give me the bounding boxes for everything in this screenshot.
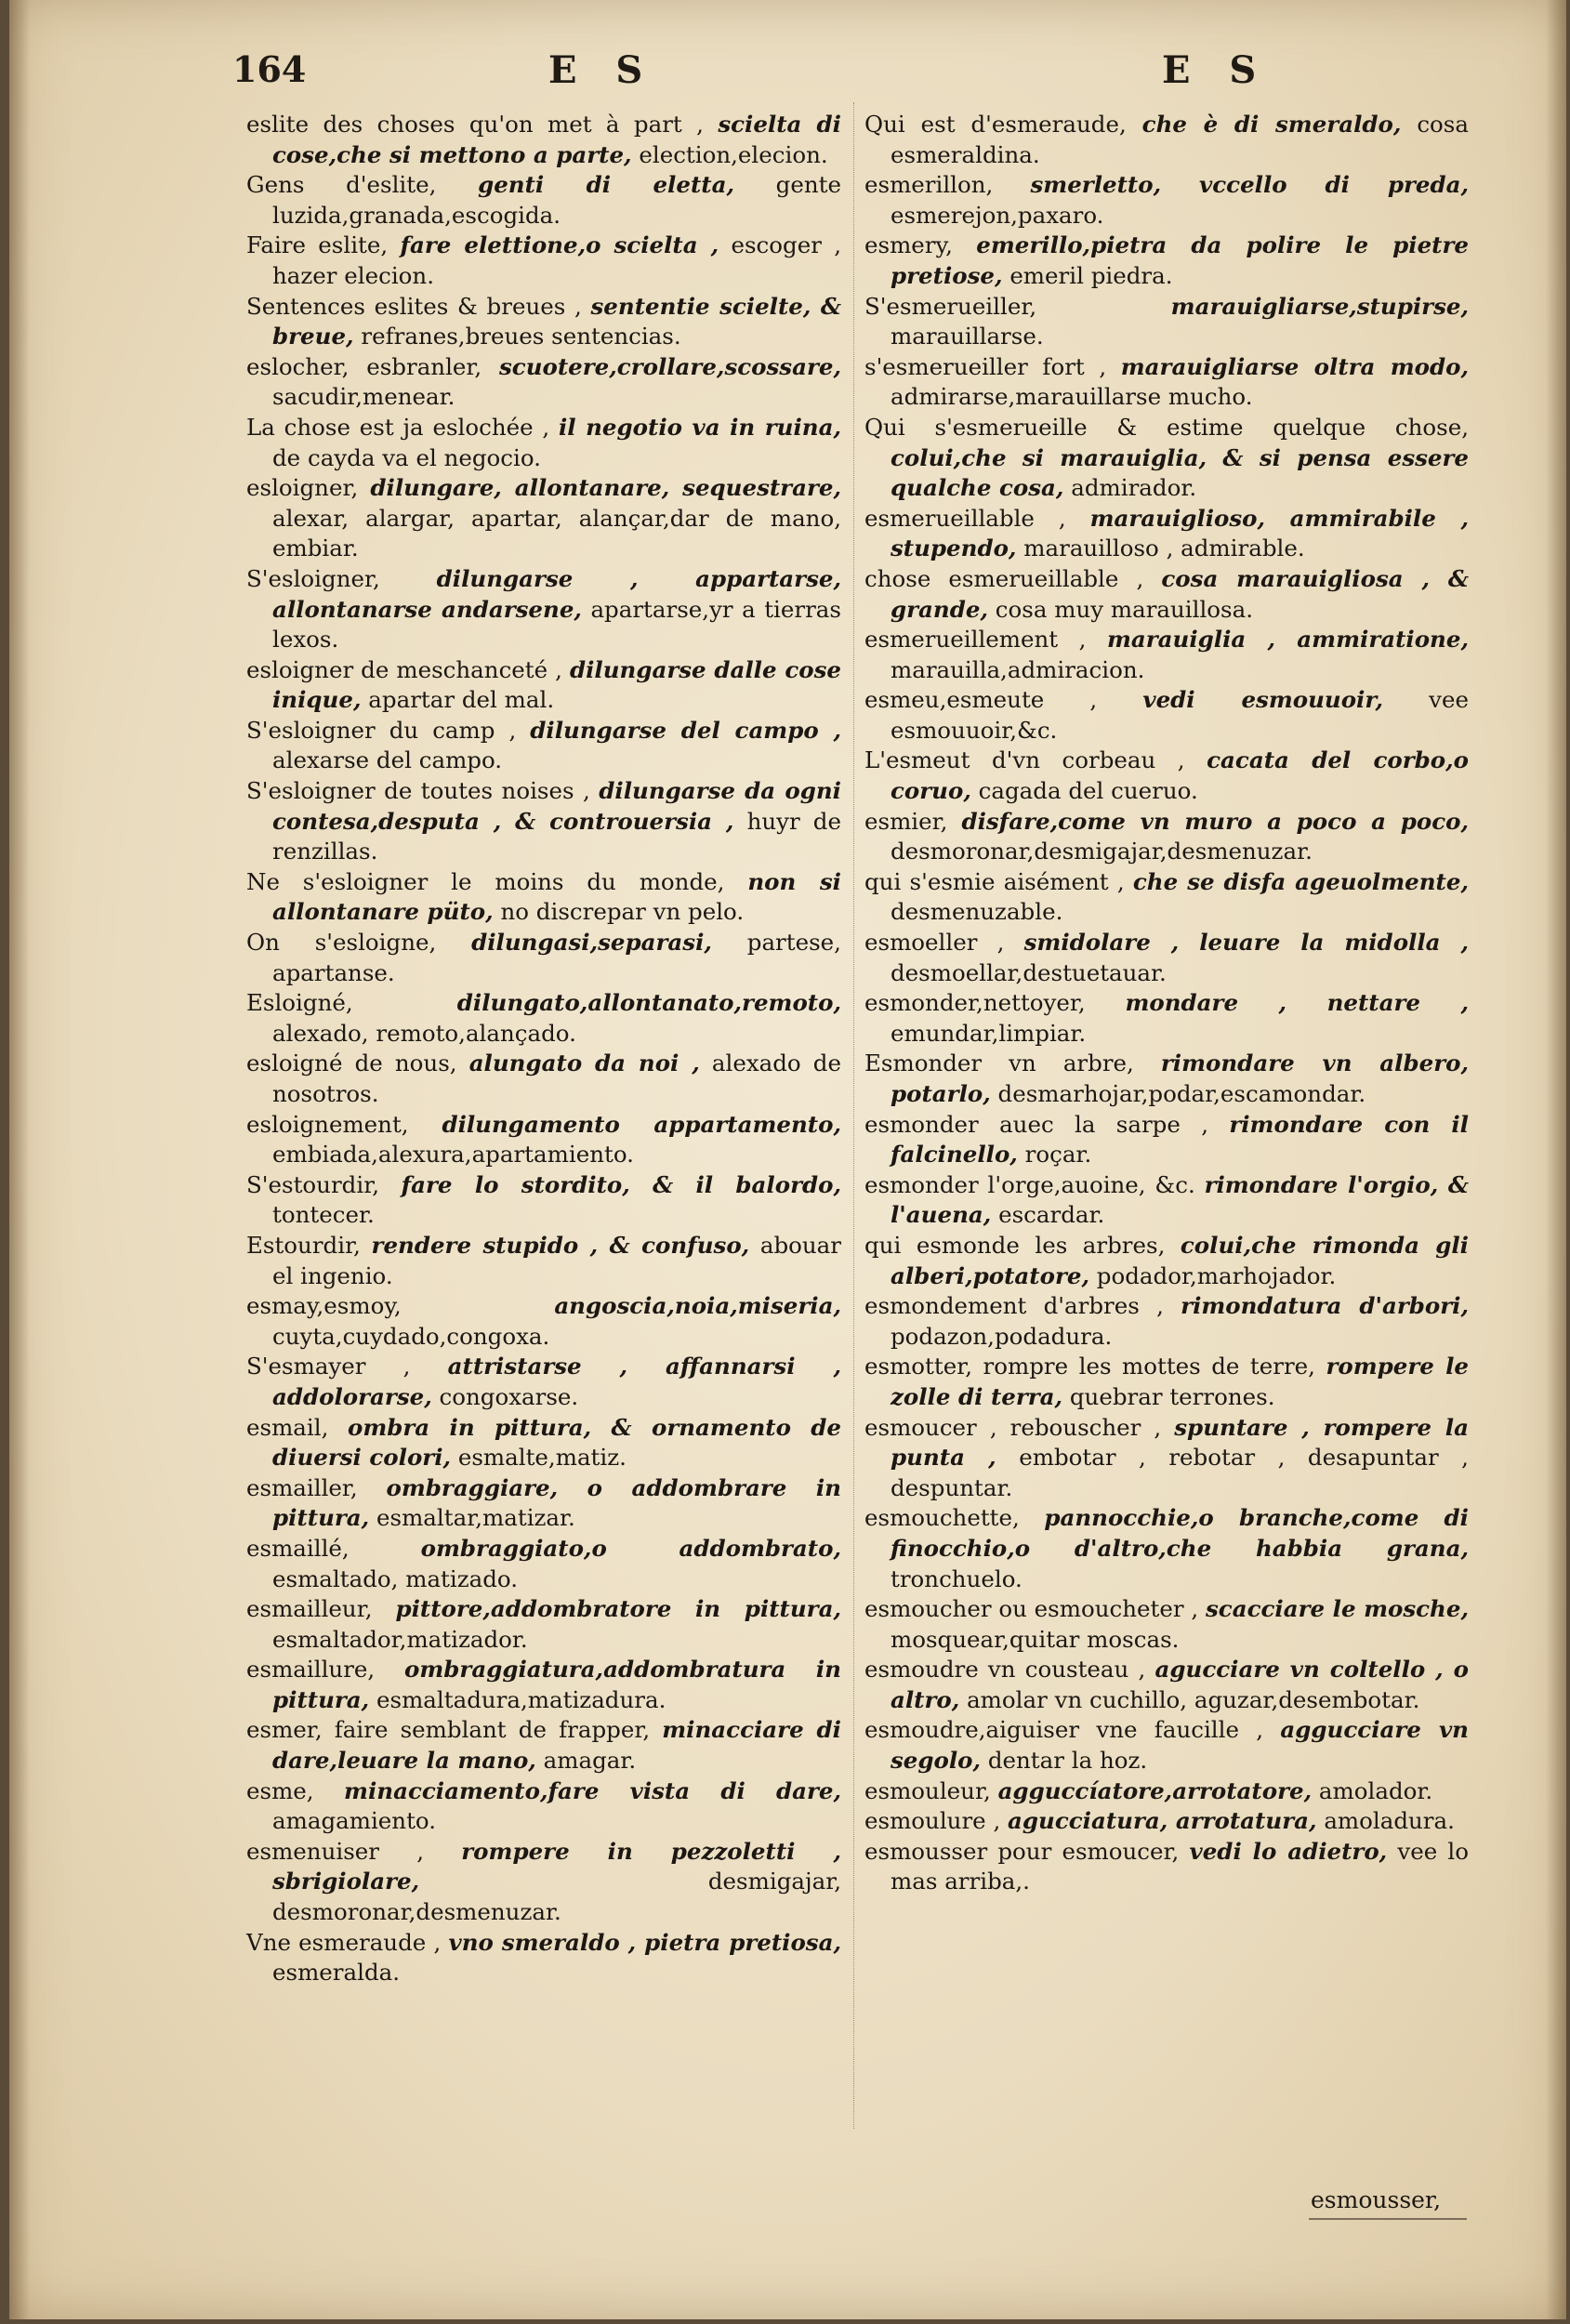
entry-spanish: amolador. [1318,1776,1433,1804]
entry-italian: dilungare, allontanare, sequestrare, [370,474,841,502]
entry-french: esmail, [246,1413,329,1441]
entry-french: esmonder auec la sarpe , [864,1110,1208,1138]
dictionary-entry [864,928,1469,988]
entry-italian: dilungarse , appartarse, allontanarse andarsene, [272,564,842,623]
entry-italian: rompere le zolle di terra, [891,1353,1469,1410]
entry-italian: agucciatura, arrotatura, [1008,1807,1317,1835]
entry-italian: aggucciare vn segolo, [891,1716,1469,1775]
dictionary-entry [864,685,1469,746]
entry-spanish: desmoronar,desmigajar,desmenuzar. [891,838,1313,865]
entry-spanish: sacudir,menear. [272,383,455,411]
dictionary-entry [864,1110,1469,1170]
entry-spanish: huyr de renzillas. [272,807,841,865]
entry-french: esmay,esmoy, [246,1292,402,1320]
entry-italian: dilungasi,separasi, [471,929,712,957]
running-head-left: E S [548,48,656,92]
dictionary-entry [246,1534,841,1594]
entry-italian: emerillo,pietra da polire le pietre pretiose, [891,231,1469,289]
dictionary-entry [246,776,841,867]
dictionary-entry [864,352,1469,413]
entry-italian: il negotio va in ruina, [558,413,842,441]
entry-french: esmery, [864,231,953,259]
entry-french: eslocher, esbranler, [246,352,482,380]
dictionary-entry [864,625,1469,685]
column-divider [853,102,855,2129]
dictionary-entry [864,504,1469,564]
entry-spanish: admirarse,marauillarse mucho. [891,383,1253,411]
entry-italian: scielta di cose,che si mettono a parte, [272,111,841,168]
entry-french: esmerueillable , [864,504,1066,532]
entry-spanish: podazon,podadura. [891,1322,1113,1350]
entry-french: qui esmonde les arbres, [864,1231,1166,1259]
entry-italian: vedi esmouuoir, [1142,686,1384,714]
entry-french: La chose est ja eslochée , [246,413,550,441]
entry-italian: cosa marauigliosa , & grande, [891,564,1469,623]
entry-french: esmer, faire semblant de frapper, [246,1716,651,1744]
entry-spanish: alexado de nosotros. [272,1050,841,1107]
entry-spanish: congoxarse. [439,1382,579,1410]
entry-spanish: cuyta,cuydado,congoxa. [272,1322,550,1350]
entry-french: esmoucher ou esmoucheter , [864,1595,1199,1623]
dictionary-entry [246,988,841,1049]
dictionary-entry [864,413,1469,504]
entry-french: esloigner, [246,474,359,502]
entry-french: esmeu,esmeute , [864,686,1098,714]
entry-italian: pannocchie,o branche,come di finocchio,o d'altro,che habbia grana, [891,1504,1469,1562]
entry-french: S'esloigner du camp , [246,716,517,744]
entry-french: Estourdir, [246,1231,361,1259]
dictionary-entry [246,110,841,170]
entry-italian: smidolare , leuare la midolla , [1023,929,1469,957]
dictionary-entry [864,807,1469,867]
entry-italian: alungato da noi , [468,1050,700,1077]
entry-spanish: escoger , hazer elecion. [272,231,841,289]
entry-italian: agucciare vn coltello , o altro, [891,1656,1469,1713]
entry-italian: rompere in pezzoletti , sbrigiolare, [272,1837,841,1895]
dictionary-entry [864,1291,1469,1352]
entry-italian: rimondatura d'arbori, [1181,1292,1469,1320]
entry-italian: attristarse , affannarsi , addolorarse, [272,1353,841,1410]
entry-spanish: cosa esmeraldina. [891,111,1469,168]
dictionary-entry [864,110,1469,170]
entry-french: On s'esloigne, [246,929,437,957]
entry-italian: dilungarse del campo , [530,716,842,744]
entry-french: esmouleur, [864,1776,991,1804]
entry-spanish: esmaltado, matizado. [272,1565,519,1592]
entry-french: esmonder,nettoyer, [864,989,1086,1017]
entry-spanish: amoladura. [1324,1807,1455,1835]
entry-italian: dilungarse dalle cose inique, [272,655,841,714]
entry-italian: dilungarse da ogni contesa,desputa , & controuersia , [272,777,841,835]
entry-french: esmoulure , [864,1807,1001,1835]
entry-spanish: esmaltador,matizador. [272,1625,528,1653]
entry-italian: marauiglia , ammiratione, [1106,626,1469,654]
entry-spanish: abouar el ingenio. [272,1231,841,1289]
entry-french: S'estourdir, [246,1170,380,1198]
entry-italian: mondare , nettare , [1125,989,1469,1017]
entry-italian: smerletto, vccello di preda, [1030,171,1469,199]
entry-french: Gens d'eslite, [246,171,437,199]
entry-spanish: amolar vn cuchillo, aguzar,desembotar. [967,1685,1420,1713]
dictionary-entry [864,292,1469,352]
dictionary-entry [864,867,1469,928]
dictionary-entry [864,1715,1469,1776]
dictionary-entry [246,1170,841,1231]
dictionary-entry [246,231,841,291]
dictionary-entry [246,413,841,473]
entry-spanish: escardar. [998,1201,1105,1229]
entry-spanish: apartarse,yr a tierras lexos. [272,595,841,654]
entry-french: esmoudre vn cousteau , [864,1656,1146,1684]
dictionary-entry [246,1231,841,1291]
entry-french: S'esmayer , [246,1353,411,1380]
dictionary-entry [246,655,841,716]
entry-spanish: alexar, alargar, apartar, alançar,dar de mano, embiar. [272,504,841,562]
dictionary-entry [246,1715,841,1776]
dictionary-entry [246,1291,841,1352]
dictionary-entry [864,1837,1469,1897]
dictionary-entry [864,1049,1469,1109]
entry-spanish: amagar. [543,1747,637,1775]
entry-italian: dilungato,allontanato,remoto, [456,989,841,1017]
entry-french: esmier, [864,807,948,835]
dictionary-entry [864,231,1469,291]
entry-spanish: alexarse del campo. [272,746,503,774]
entry-italian: rendere stupido , & confuso, [371,1231,750,1259]
entry-spanish: embotar , rebotar , desapuntar , despuntar. [891,1444,1469,1501]
entry-italian: dilungamento appartamento, [442,1110,841,1138]
entry-spanish: de cayda va el negocio. [272,443,541,471]
page-edge-shadow-right [1546,0,1566,2319]
dictionary-entry [246,1594,841,1655]
entry-italian: fare elettione,o scielta , [400,231,719,259]
dictionary-entry [246,1352,841,1412]
entry-french: esmousser pour esmoucer, [864,1837,1180,1865]
entry-spanish: cosa muy marauillosa. [995,595,1254,623]
entry-french: esmailler, [246,1473,358,1501]
entry-french: S'esloigner de toutes noises , [246,777,590,805]
entry-italian: rimondare con il falcinello, [891,1110,1469,1169]
dictionary-entry [246,292,841,352]
entry-italian: scuotere,crollare,scossare, [498,352,841,380]
dictionary-entry [864,1413,1469,1504]
entry-spanish: podador,marhojador. [1096,1261,1337,1289]
entry-italian: ombraggiatura,addombratura in pittura, [272,1656,841,1713]
dictionary-entry [246,928,841,988]
entry-french: esmailleur, [246,1595,373,1623]
entry-spanish: gente luzida,granada,escogida. [272,171,841,229]
entry-spanish: quebrar terrones. [1069,1382,1275,1410]
entry-french: L'esmeut d'vn corbeau , [864,746,1185,774]
entry-french: qui s'esmie aisément , [864,867,1125,895]
dictionary-entry [864,1655,1469,1715]
dictionary-entry [864,564,1469,625]
entry-french: esmonder l'orge,auoine, &c. [864,1170,1195,1198]
entry-spanish: election,elecion. [639,140,828,168]
entry-italian: scacciare le mosche, [1205,1595,1469,1623]
entry-italian: pittore,addombratore in pittura, [395,1595,841,1623]
entry-french: esmoudre,aiguiser vne faucille , [864,1716,1264,1744]
entry-italian: disfare,come vn muro a poco a poco, [961,807,1469,835]
entry-french: esmenuiser , [246,1837,425,1865]
entry-italian: genti di eletta, [478,171,734,199]
entry-spanish: esmaltar,matizar. [376,1504,575,1532]
entry-spanish: tontecer. [272,1201,375,1229]
dictionary-entry [246,1655,841,1715]
entry-italian: che se disfa ageuolmente, [1132,867,1469,895]
book-page [9,0,1566,2319]
left-column [246,110,841,1988]
entry-italian: sententie scielte, & breue, [272,292,841,350]
entry-french: Faire eslite, [246,231,389,259]
page-number: 164 [232,48,307,90]
entry-french: Ne s'esloigner le moins du monde, [246,867,725,895]
dictionary-entry [864,1776,1469,1807]
entry-french: Qui s'esmerueille & estime quelque chose, [864,413,1469,441]
dictionary-entry [246,473,841,564]
entry-french: esmaillure, [246,1656,376,1684]
entry-italian: minacciare di dare,leuare la mano, [272,1716,841,1775]
entry-spanish: marauillarse. [891,323,1044,350]
entry-italian: ombraggiato,o addombrato, [420,1534,841,1562]
entry-spanish: admirador. [1071,474,1197,502]
dictionary-entry [246,716,841,776]
entry-italian: rimondare vn albero, potarlo, [891,1050,1469,1107]
entry-french: Vne esmeraude , [246,1928,442,1956]
entry-french: Sentences eslites & breues , [246,292,582,320]
entry-italian: agguccíatore,arrotatore, [997,1776,1313,1804]
entry-spanish: apartar del mal. [368,686,555,714]
entry-spanish: dentar la hoz. [987,1747,1148,1775]
entry-spanish: cagada del cueruo. [978,777,1198,805]
entry-french: chose esmerueillable , [864,564,1144,592]
entry-french: Esmonder vn arbre, [864,1050,1134,1077]
entry-french: esmoeller , [864,929,1005,957]
dictionary-entry [246,352,841,413]
entry-french: esmaillé, [246,1534,350,1562]
entry-french: esloigner de meschanceté , [246,655,562,683]
right-column [864,110,1469,1897]
dictionary-entry [246,564,841,655]
entry-spanish: esmaltadura,matizadura. [376,1685,666,1713]
entry-italian: rimondare l'orgio, & l'auena, [891,1170,1469,1229]
entry-french: esmerueillement , [864,626,1087,654]
entry-italian: minacciamento,fare vista di dare, [344,1776,841,1804]
dictionary-entry [864,1170,1469,1231]
entry-italian: marauiglioso, ammirabile , stupendo, [891,504,1469,562]
dictionary-entry [864,988,1469,1049]
entry-french: esmotter, rompre les mottes de terre, [864,1353,1315,1380]
entry-italian: che è di smeraldo, [1141,111,1402,138]
entry-spanish: mosquear,quitar moscas. [891,1625,1180,1653]
dictionary-entry [246,1413,841,1473]
entry-italian: spuntare , rompere la punta , [891,1413,1469,1472]
dictionary-entry [864,1594,1469,1655]
dictionary-entry [246,1776,841,1837]
entry-italian: colui,che rimonda gli alberi,potatore, [891,1231,1469,1289]
entry-french: S'esloigner, [246,564,380,592]
entry-french: Qui est d'esmeraude, [864,111,1127,138]
entry-french: esme, [246,1776,314,1804]
entry-french: esmondement d'arbres , [864,1292,1164,1320]
entry-spanish: esmeralda. [272,1959,401,1987]
entry-spanish: amagamiento. [272,1807,437,1835]
entry-spanish: alexado, remoto,alançado. [272,1019,576,1047]
entry-italian: vedi lo adietro, [1189,1837,1388,1865]
entry-spanish: roçar. [1024,1141,1092,1169]
entry-spanish: esmerejon,paxaro. [891,201,1104,229]
entry-french: eslite des choses qu'on met à part , [246,111,704,138]
dictionary-entry [246,1837,841,1928]
entry-italian: vno smeraldo , pietra pretiosa, [448,1928,841,1956]
entry-italian: angoscia,noia,miseria, [554,1292,841,1320]
dictionary-entry [864,746,1469,806]
entry-spanish: tronchuelo. [891,1565,1022,1592]
entry-french: esloigné de nous, [246,1050,457,1077]
dictionary-entry [246,1049,841,1109]
dictionary-entry [864,1352,1469,1412]
dictionary-entry [246,1473,841,1534]
entry-spanish: desmarhojar,podar,escamondar. [997,1080,1366,1107]
entry-french: Esloigné, [246,989,353,1017]
entry-spanish: desmenuzable. [891,898,1063,926]
entry-spanish: vee lo mas arriba,. [891,1837,1469,1895]
entry-spanish: emundar,limpiar. [891,1019,1087,1047]
entry-french: esmoucer , rebouscher , [864,1413,1162,1441]
entry-spanish: embiada,alexura,apartamiento. [272,1141,634,1169]
entry-spanish: refranes,breues sentencias. [361,323,681,350]
entry-spanish: vee esmouuoir,&c. [891,686,1469,744]
entry-italian: colui,che si marauiglia, & si pensa essere qualche cosa, [891,443,1469,502]
entry-french: esmerillon, [864,171,994,199]
dictionary-entry [246,1928,841,1988]
catchword-rule [1309,2218,1467,2220]
dictionary-entry [246,867,841,928]
running-head-right: E S [1162,48,1270,92]
entry-spanish: desmigajar, desmoronar,desmenuzar. [272,1868,841,1926]
entry-french: esloignement, [246,1110,409,1138]
dictionary-entry [864,1806,1469,1837]
catchword: esmousser, [1311,2186,1442,2213]
entry-spanish: desmoellar,destuetauar. [891,958,1167,986]
dictionary-entry [246,170,841,231]
entry-italian: ombra in pittura, & ornamento de diuersi colori, [272,1413,841,1472]
entry-french: esmouchette, [864,1504,1020,1532]
entry-spanish: no discrepar vn pelo. [500,898,745,926]
entry-french: s'esmerueiller fort , [864,352,1107,380]
entry-spanish: marauilla,admiracion. [891,655,1145,683]
entry-spanish: emeril piedra. [1009,261,1173,289]
entry-french: S'esmerueiller, [864,292,1037,320]
dictionary-entry [864,170,1469,231]
entry-spanish: marauilloso , admirable. [1023,535,1305,562]
page-header [9,48,1566,104]
entry-italian: cacata del corbo,o coruo, [891,746,1469,805]
dictionary-entry [246,1110,841,1170]
entry-italian: marauigliarse oltra modo, [1120,352,1469,380]
entry-spanish: partese, apartanse. [272,929,841,986]
entry-italian: non si allontanare püto, [272,867,841,926]
dictionary-entry [864,1503,1469,1594]
entry-spanish: esmalte,matiz. [457,1444,627,1472]
entry-italian: marauigliarse,stupirse, [1170,292,1469,320]
dictionary-entry [864,1231,1469,1291]
entry-italian: fare lo stordito, & il balordo, [401,1170,841,1198]
entry-italian: ombraggiare, o addombrare in pittura, [272,1473,841,1532]
page-edge-shadow-left [9,0,30,2319]
